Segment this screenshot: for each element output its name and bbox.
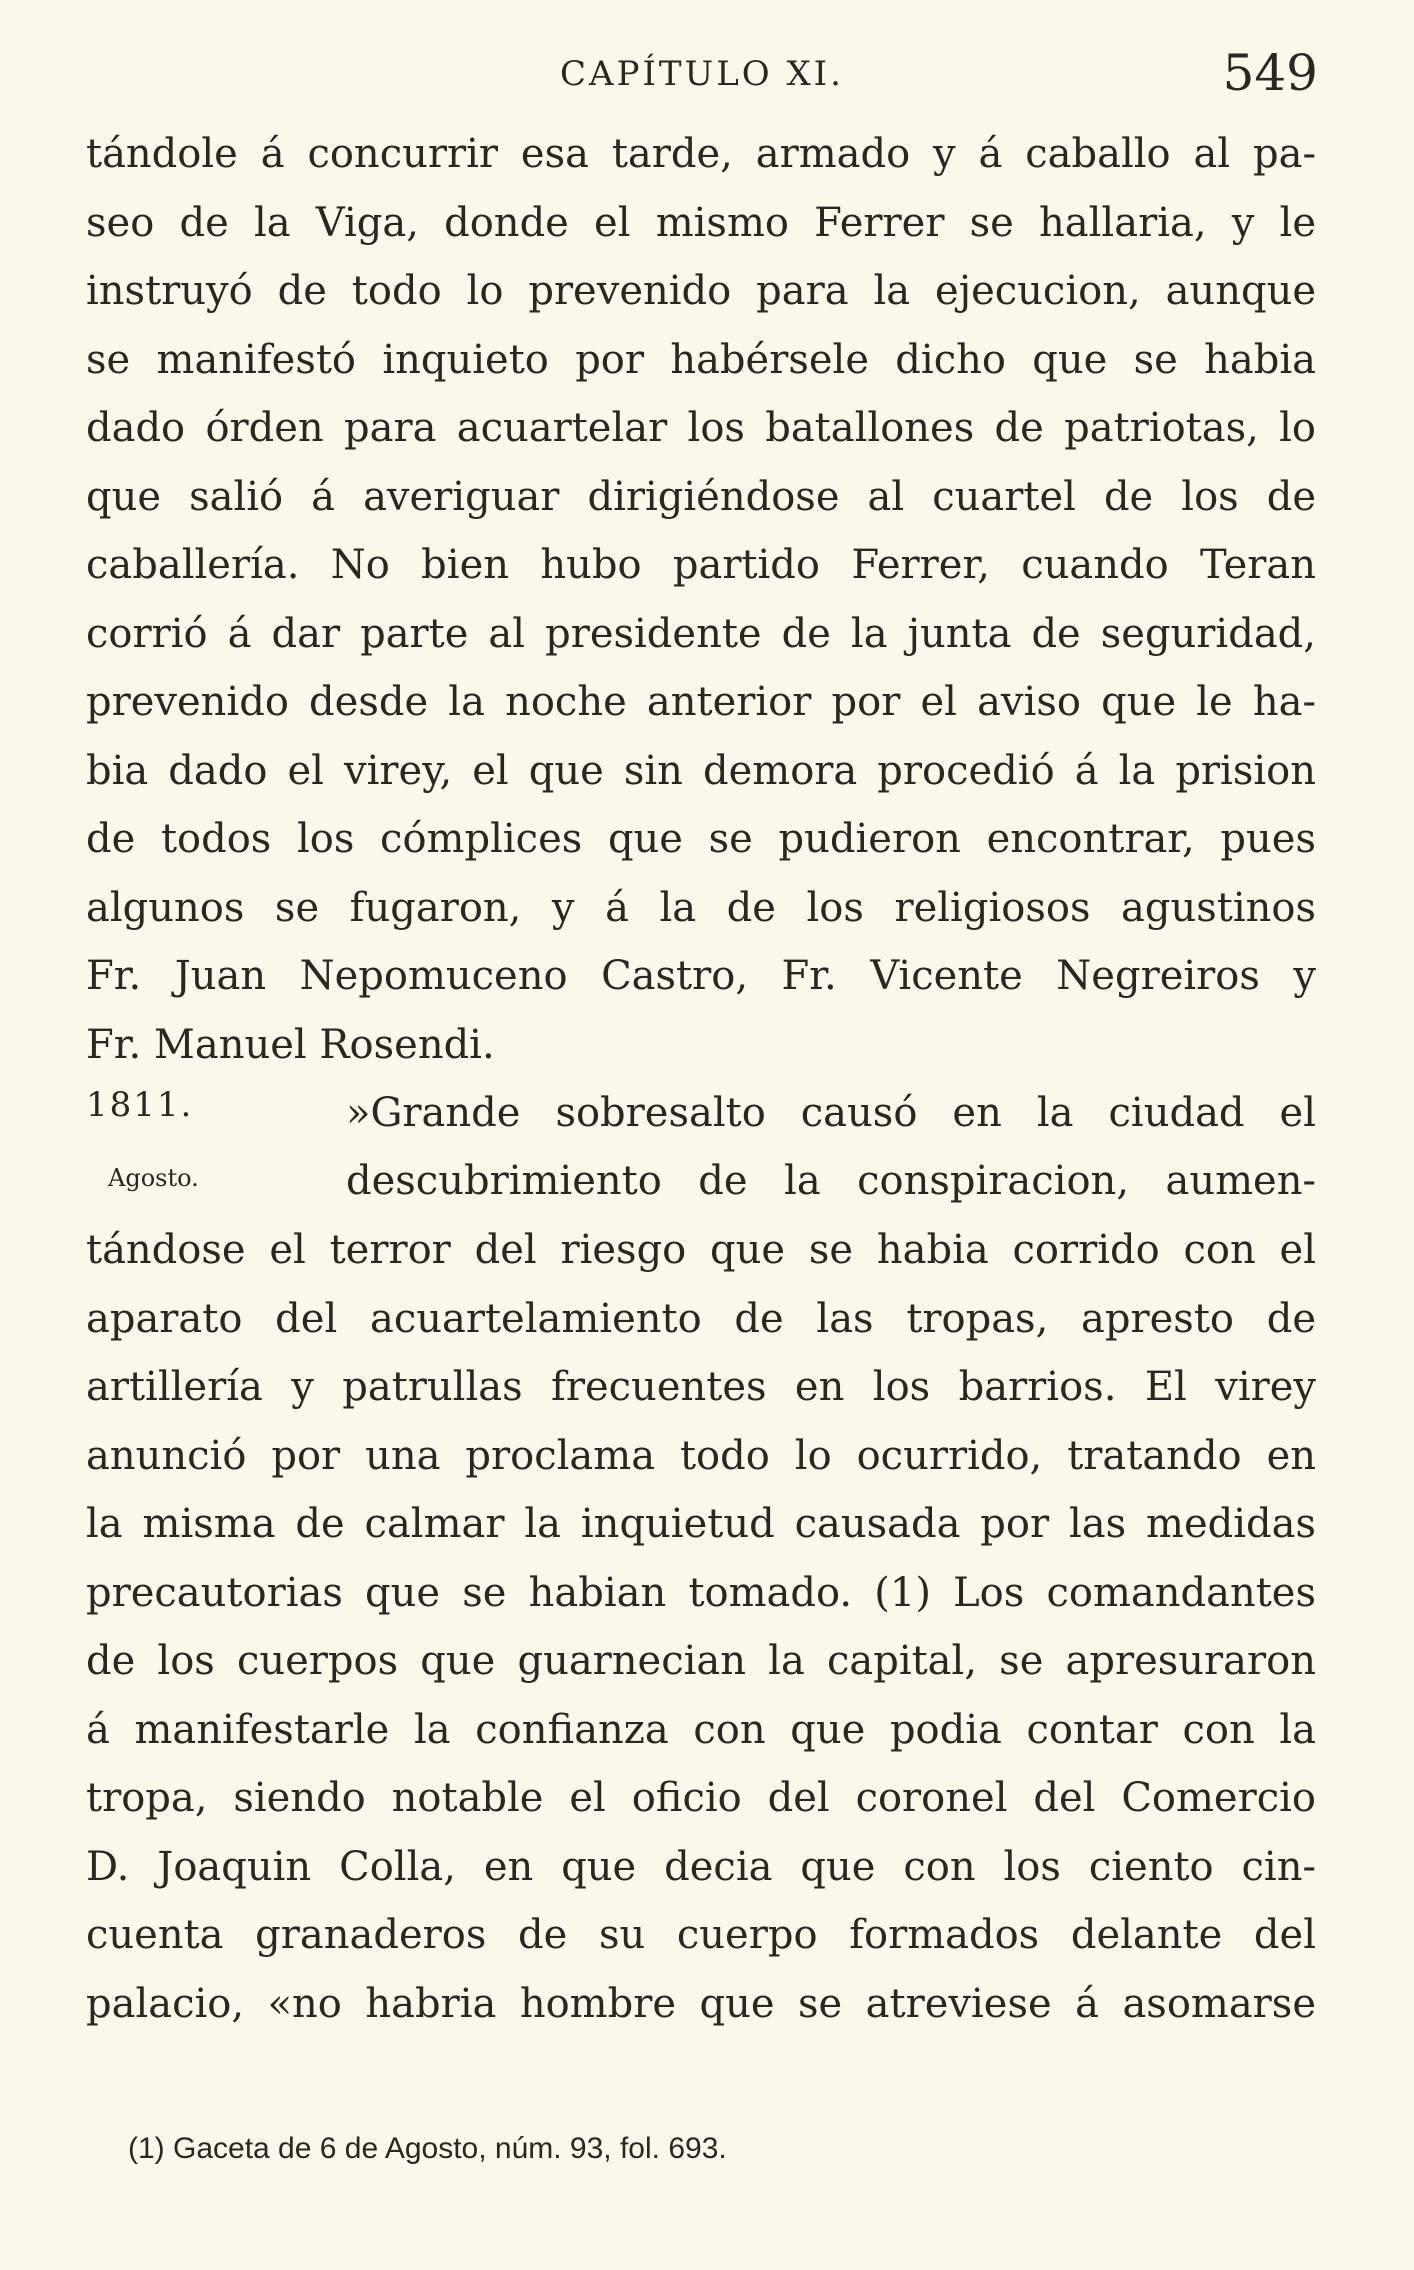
text-line: instruyó de todo lo prevenido para la ejecucion, aunque	[86, 268, 1316, 314]
text-line: corrió á dar parte al presidente de la junta de seguridad,	[86, 610, 1316, 657]
text-line: D. Joaquin Colla, en que decia que con los ciento cin-	[86, 1843, 1316, 1890]
text-line: á manifestarle la confianza con que podia contar con la	[86, 1706, 1316, 1753]
margin-note-month: Agosto.	[108, 1164, 199, 1192]
page-number: 549	[1222, 44, 1318, 102]
text-line: Fr. Juan Nepomuceno Castro, Fr. Vicente Negreiros y	[86, 953, 1316, 999]
chapter-title: CAPÍTULO XI.	[560, 54, 844, 94]
text-line: tropa, siendo notable el oficio del coronel del Comercio	[86, 1775, 1316, 1821]
paragraph-2	[86, 1216, 1316, 2038]
text-line: artillería y patrullas frecuentes en los barrios. El virey	[86, 1364, 1316, 1410]
text-line: bia dado el virey, el que sin demora procedió á la prision	[86, 747, 1316, 794]
footnote: (1) Gaceta de 6 de Agosto, núm. 93, fol. 693.	[128, 2132, 727, 2165]
text-line: de los cuerpos que guarnecian la capital, se apresuraron	[86, 1638, 1316, 1684]
text-line: seo de la Viga, donde el mismo Ferrer se hallaria, y le	[86, 199, 1316, 246]
text-line: aparato del acuartelamiento de las tropas, apresto de	[86, 1295, 1316, 1342]
running-head	[0, 44, 1414, 124]
text-line: dado órden para acuartelar los batallones de patriotas, lo	[86, 405, 1316, 451]
text-line: se manifestó inquieto por habérsele dicho que se habia	[86, 336, 1316, 383]
text-line: anunció por una proclama todo lo ocurrido, tratando en	[86, 1432, 1316, 1479]
text-line: tándole á concurrir esa tarde, armado y á caballo al pa-	[86, 131, 1316, 177]
text-line: prevenido desde la noche anterior por el aviso que le ha-	[86, 679, 1316, 725]
margin-note-year: 1811.	[86, 1085, 194, 1125]
text-line: la misma de calmar la inquietud causada por las medidas	[86, 1501, 1316, 1547]
text-line: cuenta granaderos de su cuerpo formados delante del	[86, 1912, 1316, 1958]
text-line: de todos los cómplices que se pudieron encontrar, pues	[86, 816, 1316, 862]
text-line: tándose el terror del riesgo que se habia corrido con el	[86, 1227, 1316, 1273]
text-line: caballería. No bien hubo partido Ferrer, cuando Teran	[86, 542, 1316, 588]
paragraph-1	[86, 120, 1316, 1079]
text-line: algunos se fugaron, y á la de los religiosos agustinos	[86, 884, 1316, 931]
text-line: que salió á averiguar dirigiéndose al cuartel de los de	[86, 473, 1316, 520]
text-line: Fr. Manuel Rosendi.	[86, 1021, 495, 1068]
text-line: palacio, «no habria hombre que se atreviese á asomarse	[86, 1980, 1316, 2027]
text-line: »Grande sobresalto causó en la ciudad el	[346, 1090, 1316, 1136]
text-line: descubrimiento de la conspiracion, aumen-	[346, 1158, 1316, 1204]
text-line: precautorias que se habian tomado. (1) Los comandantes	[86, 1569, 1316, 1616]
